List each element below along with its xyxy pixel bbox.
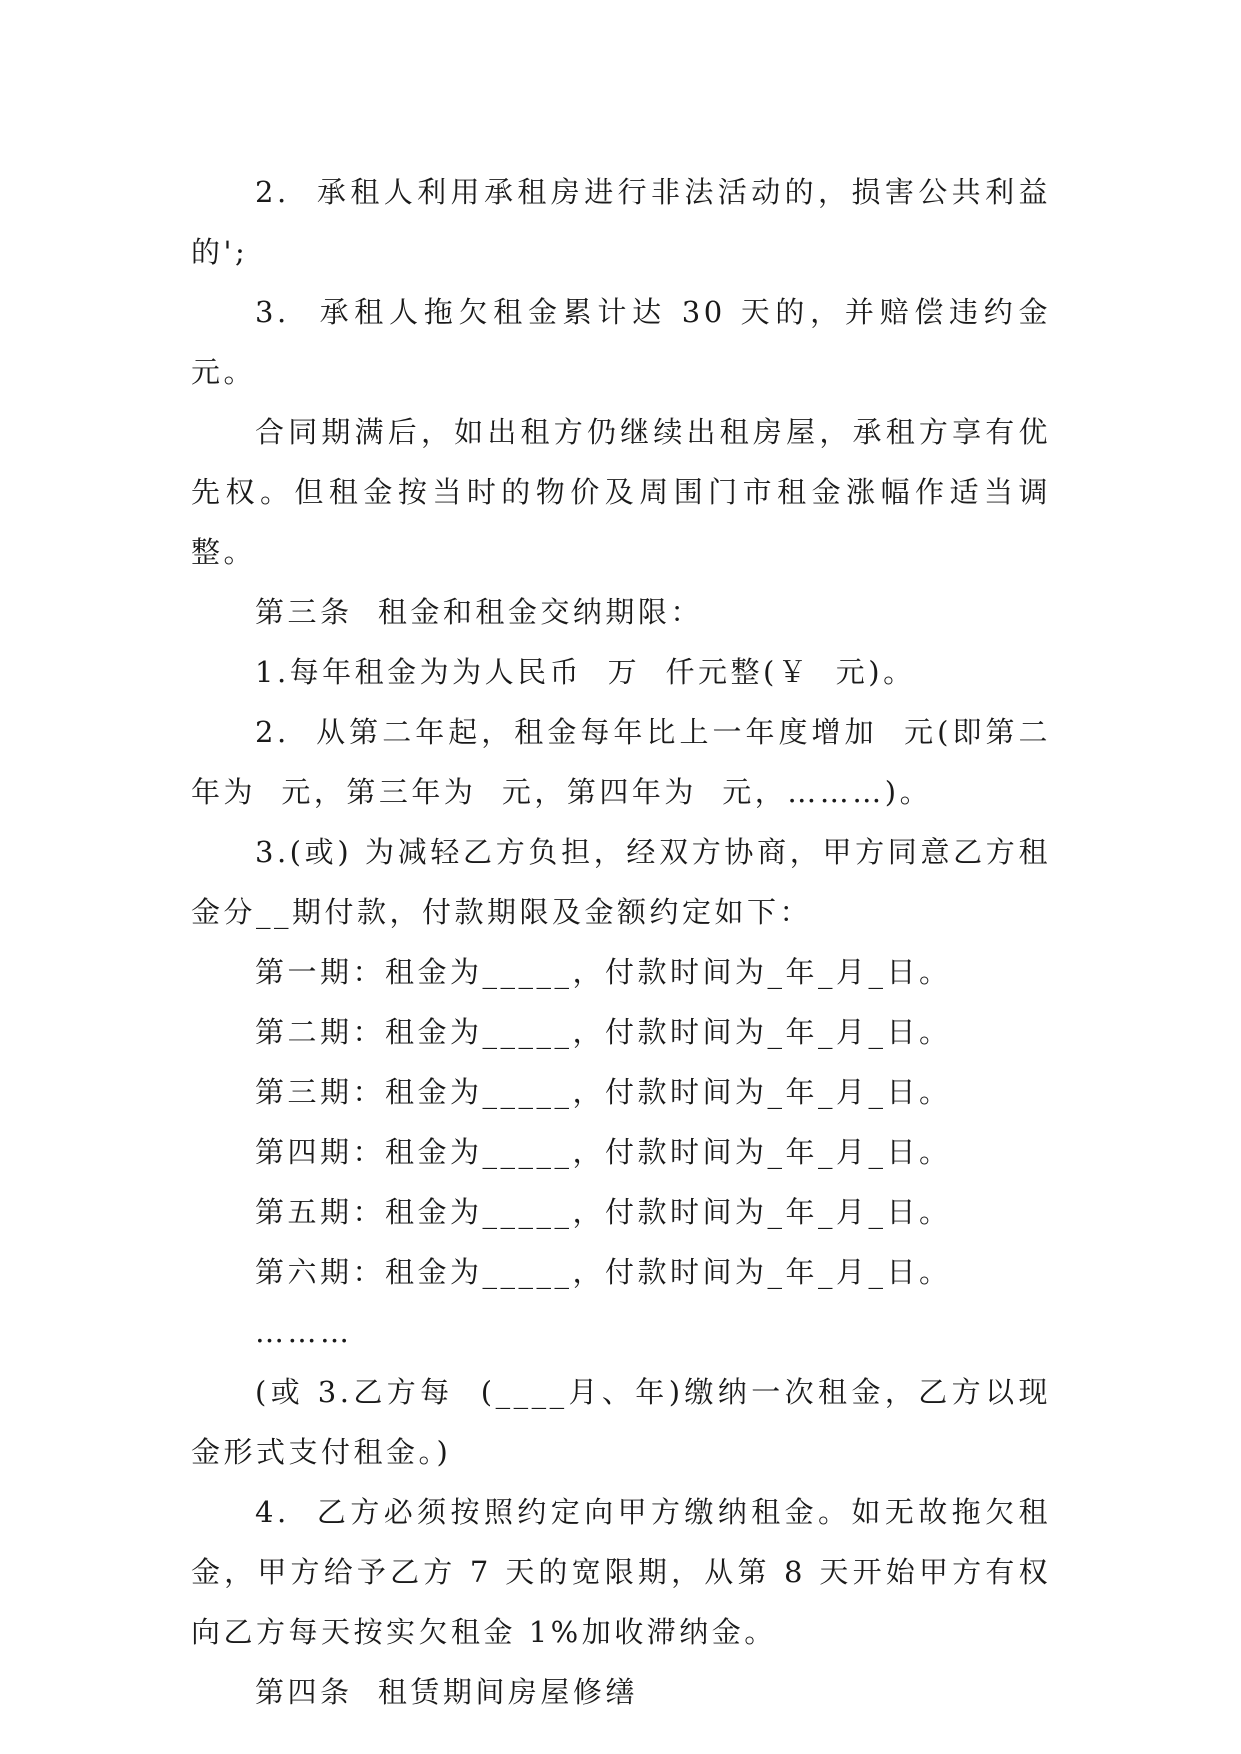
installment-line-4: 第四期：租金为_____，付款时间为_年_月_日。 [255,1135,952,1169]
paragraph-priority-right: 合同期满后，如出租方仍继续出租房屋，承租方享有优先权。但租金按当时的物价及周围门市租金涨幅作适当调整。 [191,415,1051,569]
paragraph-termination-illegal-activity: 2. 承租人利用承租房进行非法活动的，损害公共利益的'; [191,175,1051,269]
paragraph-installment-terms: 3.(或) 为减轻乙方负担，经双方协商，甲方同意乙方租金分__期付款，付款期限及金额约定如下： [191,835,1051,929]
installment-line-6: 第六期：租金为_____，付款时间为_年_月_日。 [255,1255,952,1289]
heading-article-4: 第四条 租赁期间房屋修缮 [255,1675,638,1709]
installment-line-2: 第二期：租金为_____，付款时间为_年_月_日。 [255,1015,952,1049]
heading-article-3: 第三条 租金和租金交纳期限： [255,595,703,629]
ellipsis-line: ……… [255,1315,353,1349]
paragraph-termination-rent-arrears: 3. 承租人拖欠租金累计达 30 天的，并赔偿违约金 元。 [191,295,1077,389]
installment-line-5: 第五期：租金为_____，付款时间为_年_月_日。 [255,1195,952,1229]
paragraph-late-fee: 4. 乙方必须按照约定向甲方缴纳租金。如无故拖欠租金，甲方给予乙方 7 天的宽限期，从第 8 天开始甲方有权向乙方每天按实欠租金 1%加收滞纳金。 [191,1495,1051,1649]
document-body [191,162,1077,1722]
paragraph-alternative-payment: (或 3.乙方每 (____月、年)缴纳一次租金，乙方以现金形式支付租金。) [191,1375,1051,1469]
installment-line-3: 第三期：租金为_____，付款时间为_年_月_日。 [255,1075,952,1109]
paragraph-annual-rent: 1.每年租金为为人民币 万 仟元整(￥ 元)。 [255,655,916,689]
installment-line-1: 第一期：租金为_____，付款时间为_年_月_日。 [255,955,952,989]
paragraph-rent-increase: 2. 从第二年起，租金每年比上一年度增加 元(即第二年为 元，第三年为 元，第四年为 元，………)。 [191,715,1051,809]
